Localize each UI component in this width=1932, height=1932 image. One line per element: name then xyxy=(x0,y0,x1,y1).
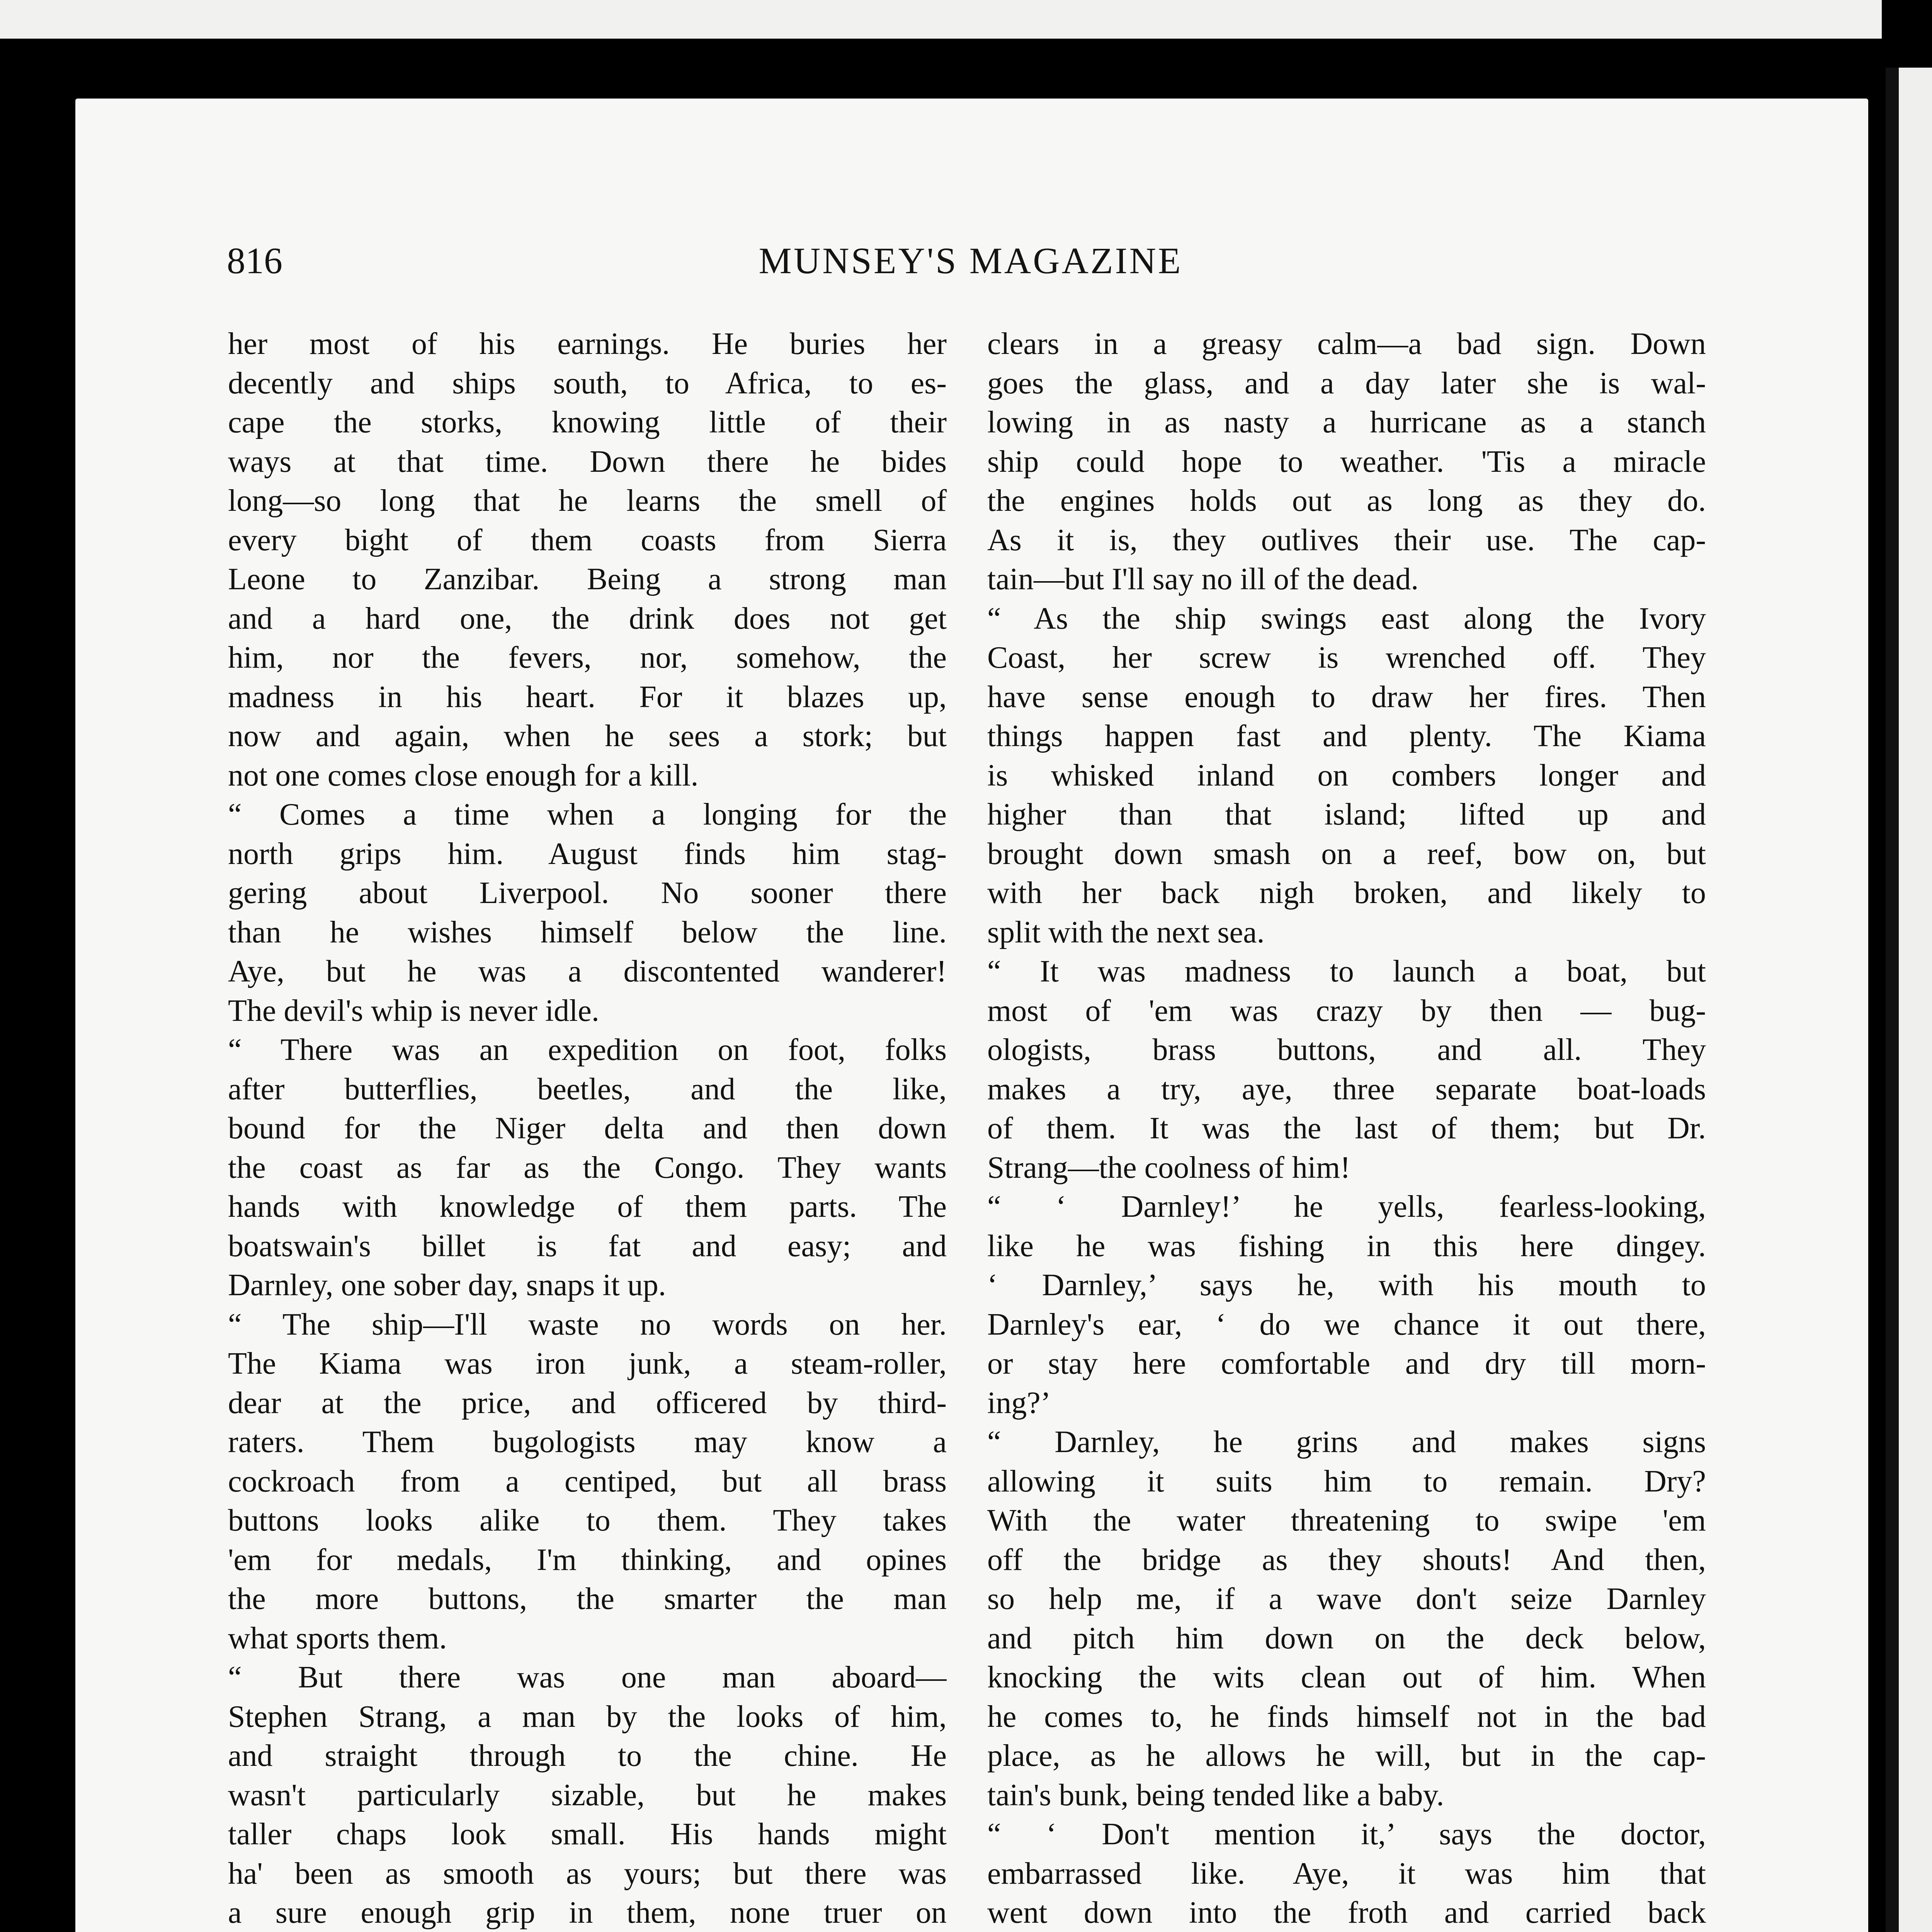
magazine-title: MUNSEY'S MAGAZINE xyxy=(759,240,1183,281)
text-line: embarrassed like. Aye, it was him that xyxy=(987,1856,1706,1891)
text-line: lowing in as nasty a hurricane as a stanch xyxy=(987,405,1706,439)
text-line: “ As the ship swings east along the Ivory xyxy=(987,601,1706,636)
text-line: he comes to, he finds himself not in the bad xyxy=(987,1699,1706,1734)
text-line: Strang—the coolness of him! xyxy=(987,1150,1350,1185)
text-line: the more buttons, the smarter the man xyxy=(228,1582,947,1616)
text-line: cape the storks, knowing little of their xyxy=(228,405,947,439)
text-line: Coast, her screw is wrenched off. They xyxy=(987,641,1706,675)
text-line: allowing it suits him to remain. Dry? xyxy=(987,1464,1706,1498)
next-page-edge xyxy=(1886,68,1932,1932)
text-line: 'em for medals, I'm thinking, and opines xyxy=(228,1543,947,1577)
text-line: decently and ships south, to Africa, to es- xyxy=(228,366,947,400)
text-line: off the bridge as they shouts! And then, xyxy=(987,1543,1706,1577)
text-line: a sure enough grip in them, none truer on xyxy=(228,1896,947,1930)
text-line: long—so long that he learns the smell of xyxy=(228,484,947,518)
scan-top-edge xyxy=(0,0,1882,39)
text-line: things happen fast and plenty. The Kiama xyxy=(987,719,1706,753)
text-line: than he wishes himself below the line. xyxy=(228,915,947,949)
running-head xyxy=(227,236,1714,286)
text-line: the coast as far as the Congo. They wants xyxy=(228,1150,947,1185)
text-line: like he was fishing in this here dingey. xyxy=(987,1229,1706,1263)
text-line: or stay here comfortable and dry till morn- xyxy=(987,1347,1706,1381)
text-line: hands with knowledge of them parts. The xyxy=(228,1190,947,1224)
text-line: “ ‘ Don't mention it,’ says the doctor, xyxy=(987,1817,1706,1851)
text-line: not one comes close enough for a kill. xyxy=(228,758,699,793)
text-line: raters. Them bugologists may know a xyxy=(228,1425,947,1459)
text-line: brought down smash on a reef, bow on, but xyxy=(987,837,1706,871)
text-line: “ Darnley, he grins and makes signs xyxy=(987,1425,1706,1459)
text-line: buttons looks alike to them. They takes xyxy=(228,1503,947,1537)
text-line: ing?’ xyxy=(987,1386,1051,1420)
text-line: north grips him. August finds him stag- xyxy=(228,837,947,871)
text-line: tain—but I'll say no ill of the dead. xyxy=(987,562,1419,596)
text-line: what sports them. xyxy=(228,1621,447,1655)
text-line: The Kiama was iron junk, a steam-roller, xyxy=(228,1347,947,1381)
text-line: split with the next sea. xyxy=(987,915,1265,949)
text-line: goes the glass, and a day later she is wal- xyxy=(987,366,1706,400)
text-line: is whisked inland on combers longer and xyxy=(987,758,1706,793)
text-line: Darnley, one sober day, snaps it up. xyxy=(228,1268,666,1302)
text-line: “ But there was one man aboard— xyxy=(228,1660,947,1694)
text-line: her most of his earnings. He buries her xyxy=(228,327,947,361)
text-line: ‘ Darnley,’ says he, with his mouth to xyxy=(987,1268,1706,1302)
text-line: after butterflies, beetles, and the like, xyxy=(228,1072,947,1106)
text-line: of them. It was the last of them; but Dr. xyxy=(987,1111,1706,1145)
text-line: taller chaps look small. His hands might xyxy=(228,1817,947,1851)
text-line: boatswain's billet is fat and easy; and xyxy=(228,1229,947,1263)
text-line: “ Comes a time when a longing for the xyxy=(228,798,947,832)
text-line: madness in his heart. For it blazes up, xyxy=(228,680,947,714)
text-line: Stephen Strang, a man by the looks of him, xyxy=(228,1699,947,1734)
text-line: place, as he allows he will, but in the cap- xyxy=(987,1739,1706,1773)
text-line: ship could hope to weather. 'Tis a miracle xyxy=(987,444,1706,479)
text-line: As it is, they outlives their use. The cap- xyxy=(987,523,1706,557)
text-line: “ It was madness to launch a boat, but xyxy=(987,954,1706,988)
text-line: knocking the wits clean out of him. When xyxy=(987,1660,1706,1694)
text-line: ologists, brass buttons, and all. They xyxy=(987,1033,1706,1067)
text-line: “ The ship—I'll waste no words on her. xyxy=(228,1307,947,1342)
text-line: Aye, but he was a discontented wanderer! xyxy=(228,954,947,988)
text-line: dear at the price, and officered by third- xyxy=(228,1386,947,1420)
text-line: so help me, if a wave don't seize Darnley xyxy=(987,1582,1706,1616)
text-line: now and again, when he sees a stork; but xyxy=(228,719,947,753)
text-line: and a hard one, the drink does not get xyxy=(228,601,947,636)
text-line: went down into the froth and carried back xyxy=(987,1896,1706,1930)
text-line: every bight of them coasts from Sierra xyxy=(228,523,947,557)
text-line: gering about Liverpool. No sooner there xyxy=(228,876,947,910)
text-column-left xyxy=(228,325,947,1932)
text-line: “ There was an expedition on foot, folks xyxy=(228,1033,947,1067)
text-line: the engines holds out as long as they do. xyxy=(987,484,1706,518)
text-line: higher than that island; lifted up and xyxy=(987,798,1706,832)
text-line: makes a try, aye, three separate boat-loads xyxy=(987,1072,1706,1106)
text-line: most of 'em was crazy by then — bug- xyxy=(987,993,1706,1028)
text-line: and straight through to the chine. He xyxy=(228,1739,947,1773)
text-line: With the water threatening to swipe 'em xyxy=(987,1503,1706,1537)
text-line: clears in a greasy calm—a bad sign. Down xyxy=(987,327,1706,361)
text-line: and pitch him down on the deck below, xyxy=(987,1621,1706,1655)
page-number: 816 xyxy=(227,240,282,281)
text-line: cockroach from a centiped, but all brass xyxy=(228,1464,947,1498)
text-line: wasn't particularly sizable, but he makes xyxy=(228,1778,947,1812)
text-column-right xyxy=(987,325,1706,1932)
text-line: The devil's whip is never idle. xyxy=(228,993,599,1028)
text-line: Darnley's ear, ‘ do we chance it out there, xyxy=(987,1307,1706,1342)
text-line: with her back nigh broken, and likely to xyxy=(987,876,1706,910)
text-line: him, nor the fevers, nor, somehow, the xyxy=(228,641,947,675)
text-line: bound for the Niger delta and then down xyxy=(228,1111,947,1145)
text-line: Leone to Zanzibar. Being a strong man xyxy=(228,562,947,596)
text-line: ways at that time. Down there he bides xyxy=(228,444,947,479)
text-line: ha' been as smooth as yours; but there was xyxy=(228,1856,947,1891)
text-line: “ ‘ Darnley!’ he yells, fearless-looking, xyxy=(987,1190,1706,1224)
text-line: have sense enough to draw her fires. Then xyxy=(987,680,1706,714)
text-line: tain's bunk, being tended like a baby. xyxy=(987,1778,1444,1812)
